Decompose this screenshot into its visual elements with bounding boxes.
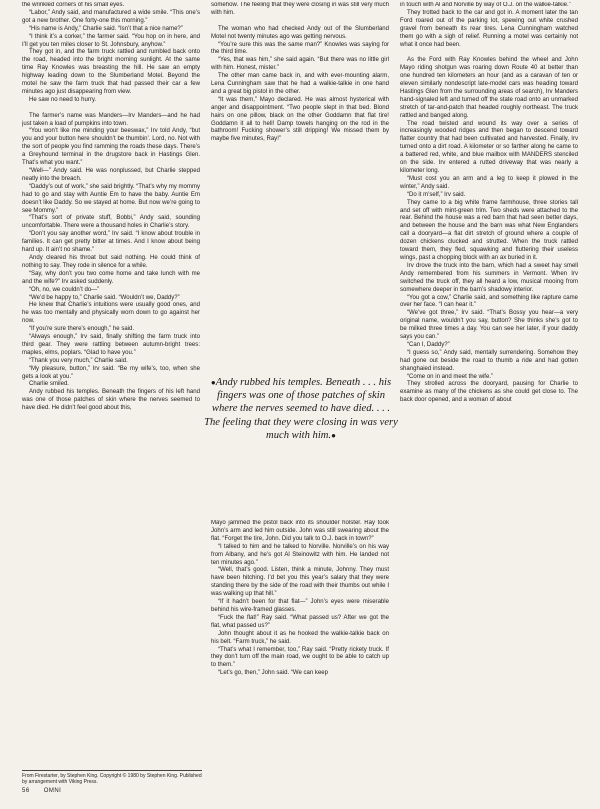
column-2-top bbox=[211, 2, 389, 370]
paragraph: The woman who had checked Andy out of the Slumberland Motel not twenty minutes ago was getting nervous. bbox=[211, 25, 389, 40]
pull-quote bbox=[203, 376, 399, 506]
paragraph: He knew that Charlie’s intuitions were usually good ones, and he was too mentally and physically worn down to go against her now. bbox=[22, 302, 200, 325]
paragraph: “Fuck the flat!” Ray said. “What passed us? After we got the flat, what passed us?” bbox=[211, 614, 389, 629]
magazine-name: OMNI bbox=[43, 788, 62, 794]
paragraph: “Let’s go, then,” John said. “We can keep bbox=[218, 670, 329, 677]
paragraph: “Thank you very much,” Charlie said. bbox=[29, 357, 128, 364]
paragraph: somehow. The feeling that they were closing in was still very much with him. bbox=[211, 2, 389, 16]
paragraph: They trotted back to the car and got in. A moment later the tan Ford roared out of the parking lot, spewing out white crushed gravel from beneath its rear tires. Lena Cunningham watched them go with a sigh of relief. Running a motel was certainly not what it once had been. bbox=[400, 9, 578, 48]
paragraph: Mayo jammed the pistol back into its shoulder holster. Ray took John’s arm and led him outside. John was still swearing about the flat. “Forget the tire, John. Did you talk to O.J. back in town?” bbox=[211, 520, 389, 542]
paragraph: “That’s sort of private stuff, Bobbi,” Andy said, sounding uncomfortable. There were a thousand holes in Charlie’s story. bbox=[22, 215, 200, 230]
paragraph: “Can I, Daddy?” bbox=[407, 341, 450, 348]
paragraph: “You’re sure this was the same man?” Knowles was saying for the third time. bbox=[211, 41, 389, 56]
paragraph: John thought about it as he hooked the walkie-talkie back on his belt. “Farm truck,” he said. bbox=[211, 630, 389, 645]
paragraph: Andy cleared his throat but said nothing. He could think of nothing to say. They rode in silence for a while. bbox=[22, 254, 200, 269]
paragraph: The other man came back in, and with ever-mounting alarm, Lena Cunningham saw that he had a walkie-talkie in one hand and a great big pistol in the other. bbox=[211, 73, 389, 95]
page-number: 56 bbox=[22, 788, 30, 794]
bullet-icon: ● bbox=[210, 378, 216, 387]
paragraph: The road twisted and wound its way over a series of increasingly wooded ridges and then began to descend toward flatter country that had been cultivated and harvested. Finally, Irv turned onto a dirt road. A kilometer or so farther along he came to a battered red, white, and blue mailbox with MANDERS stenciled on the side. Irv entered a rutted driveway that was nearly a kilometer long. bbox=[400, 120, 578, 175]
paragraph: “Always enough,” Irv said, finally shifting the farm truck into third gear. They were rattling between autumn-bright trees: maples, elms, poplars. “Glad to have you.” bbox=[22, 334, 200, 356]
paragraph: The farmer’s name was Manders—Irv Manders—and he had just taken a load of pumpkins into town. bbox=[22, 112, 200, 127]
paragraph: “Do it m’self,” Irv said. bbox=[407, 191, 466, 198]
paragraph: “Come on in and meet the wife.” bbox=[407, 373, 494, 380]
column-2-bottom bbox=[211, 520, 389, 784]
paragraph: “Say, why don’t you two come home and take lunch with me and the wife?” Irv asked suddenly. bbox=[22, 270, 200, 285]
paragraph: Andy rubbed his temples. Beneath the fingers of his left hand was one of those patches of skin where the nerves seemed to have died. He didn’t feel good about this, bbox=[22, 389, 200, 412]
paragraph: “I guess so,” Andy said, mentally surrendering. Somehow they had gone out beside the road to thumb a ride and had gotten shanghaied instead. bbox=[400, 349, 578, 372]
paragraph: Charlie smiled. bbox=[29, 381, 69, 388]
paragraph: “You got a cow,” Charlie said, and something like rapture came over her face. “I can hear it.” bbox=[400, 294, 578, 309]
paragraph: He saw no need to hurry. bbox=[29, 96, 97, 103]
paragraph: “Well, that’s good. Listen, think a minute, Johnny. They must have been hitching. I’d bet you this year’s salary that they were standing there by the side of the road with their thumbs out while I was walking up that hill.” bbox=[211, 567, 389, 598]
paragraph: in touch with Al and Norville by way of O.J. on the walkie-talkie.” bbox=[400, 2, 571, 8]
paragraph: “That’s what I remember, too,” Ray said. “Pretty rickety truck. If they don’t turn off the main road, we ought to be able to catch up to them.” bbox=[211, 646, 389, 669]
paragraph: “We’d be happy to,” Charlie said. “Wouldn’t we, Daddy?” bbox=[29, 294, 180, 301]
source-credit: From Firestarter, by Stephen King. Copyright © 1980 by Stephen King. Published by arrangement with Viking Press. bbox=[22, 770, 202, 785]
paragraph: “Daddy’s out of work,” she said brightly. “That’s why my mommy had to go and stay with Auntie Em to have the baby. Auntie Em doesn’t like Daddy. So we stayed at home. But now we’re going to see Mommy.” bbox=[22, 183, 200, 214]
paragraph: “My pleasure, button,” Irv said. “Be my wife’s, too, when she gets a look at you.” bbox=[22, 365, 200, 380]
pull-quote-text: Andy rubbed his temples. Beneath . . . his fingers was one of those patches of skin where the nerves seemed to have died. . . . The feeling that they were closing in was very much with him. bbox=[204, 377, 398, 441]
paragraph: They came to a big white frame farmhouse, three stories tall and set off with mint-green trim. Two sheds were attached to the rear. Behind the house was a red barn that had seen better days, and between the house and the barn was what New Englanders call a dooryard—a flat dirt stretch of ground where a couple of dozen chickens clucked and strutted. When the truck rattled toward them, they fled, squawking and fluttering their useless wings, past a chopping block with an ax buried in it. bbox=[400, 199, 578, 261]
paragraph: “Labor,” Andy said, and manufactured a wide smile. “This one’s got a new brother. One forty-one this morning.” bbox=[22, 9, 200, 24]
paragraph: As the Ford with Ray Knowles behind the wheel and John Mayo riding shotgun was roaring down Route 40 at better than one hundred ten kilometers an hour (and as a caravan of ten or eleven similarly nondescript late-model cars was heading toward Hastings Glen from the surrounding areas of search), Irv Manders hand-signaled left and turned off the state road onto an unmarked stretch of tar-and-patch that headed roughly northeast. The truck rattled and banged along. bbox=[400, 57, 578, 119]
page-footer bbox=[22, 788, 75, 794]
paragraph: “You won’t like me minding your beeswax,” Irv told Andy, “but you and your button here shouldn’t be thumbin’. Lord, no. Not with the sort of people you find ramming the roads these days. There’s a Greyhound terminal in the drugstore back in Hastings Glen. That’s what you want.” bbox=[22, 128, 200, 167]
paragraph: “Yes, that was him,” she said again. “But there was no little girl with him. Honest, mister.” bbox=[211, 57, 389, 72]
bullet-icon: ● bbox=[331, 430, 336, 440]
paragraph: “Oh, no, we couldn’t do—” bbox=[29, 286, 100, 293]
paragraph: “Don’t you say another word,” Irv said. “I know about trouble in families. It can get pretty bitter at times. And I know about being hard up. It ain’t no shame.” bbox=[22, 231, 200, 254]
paragraph: the wrinkled corners of his small eyes. bbox=[22, 2, 125, 8]
column-3 bbox=[400, 2, 578, 784]
paragraph: “It was them,” Mayo declared. He was almost hysterical with anger and disappointment. “Two people slept in that bed. Blond hairs on one pillow, black on the other Goddamn that flat tire! Goddamn it all to hell! Damp towels hanging on the rod in the bathroom! Fucking shower’s still dripping! We missed them by maybe five minutes, Ray!” bbox=[211, 96, 389, 143]
paragraph: “We’ve got three,” Irv said. “That’s Bossy you hear—a very original name, wouldn’t you say, button? She thinks she’s got to be milked three times a day. You can see her later, if your daddy says you can.” bbox=[400, 310, 578, 341]
paragraph: “Must cost you an arm and a leg to keep it plowed in the winter,” Andy said. bbox=[400, 175, 578, 190]
paragraph: “Well—” Andy said. He was nonplussed, but Charlie stepped neatly into the breach. bbox=[22, 168, 200, 182]
paragraph: “I talked to him and he talked to Norville. Norville’s on his way from Albany, and he’s got Al Steinowitz with him. He landed not ten minutes ago.” bbox=[211, 543, 389, 566]
paragraph: Irv drove the truck into the barn, which had a sweet hay smell Andy remembered from his summers in Vermont. When Irv switched the truck off, they all heard a low, musical mooing from somewhere deeper in the barn’s shadowy interior. bbox=[400, 262, 578, 293]
paragraph: “If it hadn’t been for that flat—” John’s eyes were miserable behind his wire-framed glasses. bbox=[211, 599, 389, 613]
paragraph: “I think it’s a corker,” the farmer said. “You hop on in here, and I’ll get you ten miles closer to St. Johnsbury, anyhow.” bbox=[22, 33, 200, 48]
paragraph: “If you’re sure there’s enough,” he said. bbox=[29, 326, 135, 333]
paragraph: They got in, and the farm truck rattled and rumbled back onto the road, headed into the bright morning sunlight. At the same time Ray Knowles was breasting the hill. He saw an empty highway leading down to the Slumberland Motel. Beyond the motel he saw the farm truck that had passed their car a few minutes ago just disappearing from view. bbox=[22, 49, 200, 95]
column-1 bbox=[22, 2, 200, 784]
paragraph: They strolled across the dooryard, pausing for Charlie to examine as many of the chickens as she could get close to. The back door opened, and a woman of about bbox=[400, 381, 578, 404]
paragraph: “His name is Andy,” Charlie said. “Isn’t that a nice name?” bbox=[29, 25, 183, 32]
